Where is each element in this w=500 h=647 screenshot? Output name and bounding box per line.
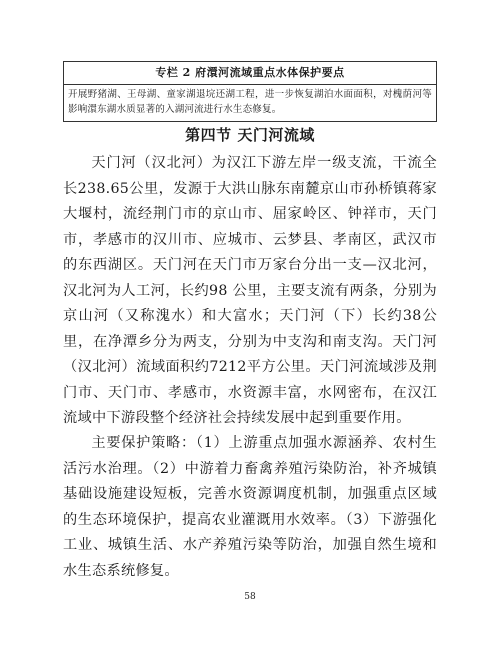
column-box bbox=[63, 61, 437, 122]
paragraph-overview: 天门河（汉北河）为汉江下游左岸一级支流，干流全长238.65公里，发源于大洪山脉东南麓京山市孙桥镇蒋家大堰村，流经荆门市的京山市、屈家岭区、钟祥市，天门市，孝感市的汉川市、应城市、云梦县、孝南区，武汉市的东西湖区。天门河在天门市万家台分出一支—汉北河，汉北河为人工河，长约98 公里，主要支流有两条，分别为京山河（又称溾水）和大富水；天门河（下）长约38公里，在净潭乡分为两支，分别为中支沟和南支沟。天门河（汉北河）流域面积约7212平方公里。天门河流域涉及荆门市、天门市、孝感市，水资源丰富，水网密布，在汉江流域中下游段整个经济社会持续发展中起到重要作用。 bbox=[63, 155, 437, 426]
column-box-body: 开展野猪湖、王母湖、童家湖退垸还湖工程，进一步恢复湖泊水面面积，对槐荫河等影响澴东湖水质显著的入湖河流进行水生态修复。 bbox=[68, 89, 432, 115]
column-box-title: 专栏 2 府澴河流域重点水体保护要点 bbox=[64, 62, 436, 85]
section-title: 第四节 天门河流域 bbox=[185, 126, 315, 144]
paragraph-strategy: 主要保护策略：（1）上游重点加强水源涵养、农村生活污水治理。（2）中游着力畜禽养殖污染防治，补齐城镇基础设施建设短板，完善水资源调度机制，加强重点区域的生态环境保护，提高农业灌溉用水效率。（3）下游强化工业、城镇生活、水产养殖污染等防治，加强自然生境和水生态系统修复。 bbox=[63, 435, 437, 579]
page-number: 58 bbox=[244, 592, 256, 602]
